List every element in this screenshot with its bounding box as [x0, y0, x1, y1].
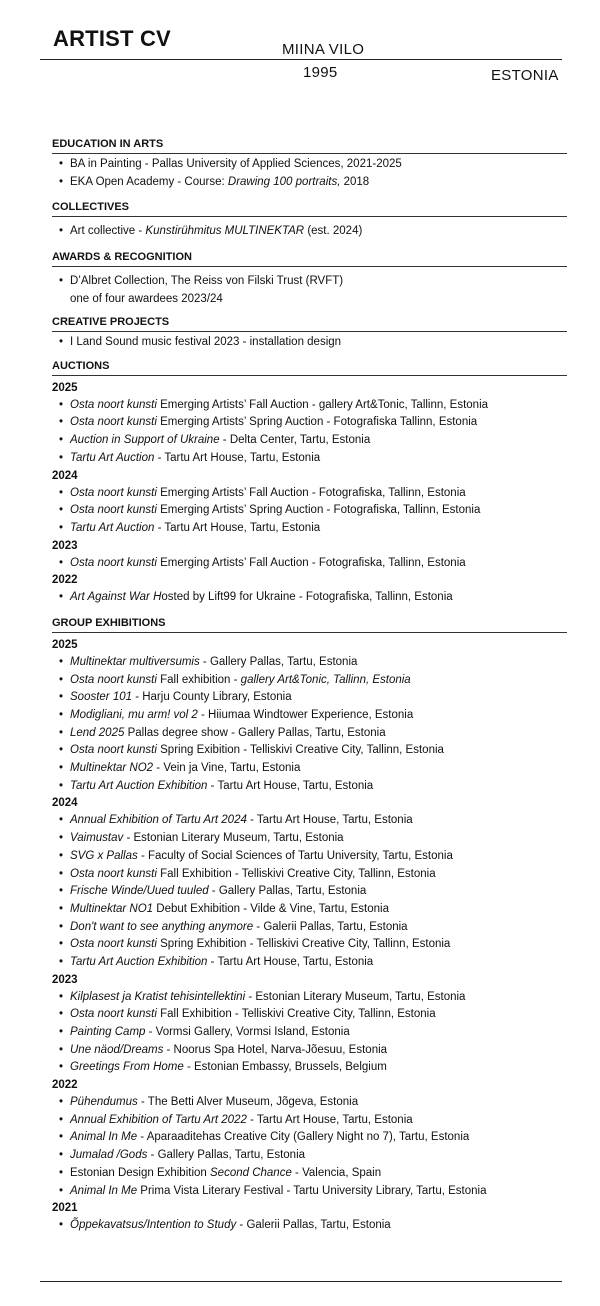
list-item: • Osta noort kunsti Emerging Artists’ Fall Auction - Fotografiska, Tallinn, Estonia [52, 555, 567, 573]
section-awards [52, 249, 567, 308]
year-label: 2024 [52, 797, 78, 810]
auctions-year-2023 [52, 538, 567, 573]
list-item: • Multinektar NO1 Debut Exhibition - Vilde & Vine, Tartu, Estonia [52, 901, 567, 919]
section-creative-projects [52, 314, 567, 352]
artist-name: MIINA VILO [282, 41, 365, 58]
list-item: • Vaimustav - Estonian Literary Museum, Tartu, Estonia [52, 830, 567, 848]
list-item: • Osta noort kunsti Spring Exhibition - Telliskivi Creative City, Tallinn, Estonia [52, 936, 567, 954]
cv-body [52, 136, 567, 1235]
list-item: • Osta noort kunsti Emerging Artists’ Fall Auction - gallery Art&Tonic, Tallinn, Estonia [52, 397, 567, 415]
collectives-list [52, 223, 567, 241]
section-heading: EDUCATION IN ARTS [52, 136, 567, 154]
section-heading: COLLECTIVES [52, 199, 567, 217]
year-label: 2023 [52, 539, 78, 552]
list-item: • Tartu Art Auction Exhibition - Tartu Art House, Tartu, Estonia [52, 954, 567, 972]
awards-list [52, 273, 567, 308]
list-item: • Osta noort kunsti Spring Exibition - Telliskivi Creative City, Tallinn, Estonia [52, 742, 567, 760]
section-heading: AUCTIONS [52, 358, 567, 376]
exhibitions-year-2024 [52, 795, 567, 971]
year-label: 2022 [52, 1079, 78, 1092]
section-education [52, 136, 567, 191]
section-collectives [52, 199, 567, 241]
year-label: 2025 [52, 381, 78, 394]
list-item: • Painting Camp - Vormsi Gallery, Vormsi Island, Estonia [52, 1024, 567, 1042]
auctions-year-2025 [52, 380, 567, 468]
bottom-divider [40, 1281, 562, 1282]
list-item: • Tartu Art Auction - Tartu Art House, Tartu, Estonia [52, 520, 567, 538]
list-item: • Tartu Art Auction Exhibition - Tartu Art House, Tartu, Estonia [52, 778, 567, 796]
list-item: • Osta noort kunsti Fall Exhibition - Telliskivi Creative City, Tallinn, Estonia [52, 866, 567, 884]
year-label: 2024 [52, 469, 78, 482]
list-item: • Osta noort kunsti Fall Exhibition - Telliskivi Creative City, Tallinn, Estonia [52, 1006, 567, 1024]
list-item: • Osta noort kunsti Emerging Artists’ Spring Auction - Fotografiska, Tallinn, Estonia [52, 502, 567, 520]
list-item: • Auction in Support of Ukraine - Delta Center, Tartu, Estonia [52, 432, 567, 450]
projects-list [52, 334, 567, 352]
year-label: 2022 [52, 574, 78, 587]
list-item: • Estonian Design Exhibition Second Chance - Valencia, Spain [52, 1165, 567, 1183]
list-item: • Kilplasest ja Kratist tehisintellektini - Estonian Literary Museum, Tartu, Estonia [52, 989, 567, 1007]
list-item: • SVG x Pallas - Faculty of Social Sciences of Tartu University, Tartu, Estonia [52, 848, 567, 866]
list-item: • I Land Sound music festival 2023 - installation design [52, 334, 567, 352]
list-item: • Annual Exhibition of Tartu Art 2024 - Tartu Art House, Tartu, Estonia [52, 812, 567, 830]
list-item: • Pühendumus - The Betti Alver Museum, Jõgeva, Estonia [52, 1094, 567, 1112]
auctions-year-2022 [52, 572, 567, 607]
list-item: • Sooster 101 - Harju County Library, Estonia [52, 689, 567, 707]
list-item: • Osta noort kunsti Emerging Artists’ Fall Auction - Fotografiska, Tallinn, Estonia [52, 485, 567, 503]
year-label: 2023 [52, 973, 78, 986]
list-item: • Animal In Me Prima Vista Literary Festival - Tartu University Library, Tartu, Estonia [52, 1183, 567, 1201]
auctions-year-2024 [52, 468, 567, 538]
section-heading: AWARDS & RECOGNITION [52, 249, 567, 267]
section-auctions [52, 358, 567, 607]
list-item: • BA in Painting - Pallas University of Applied Sciences, 2021-2025 [52, 156, 567, 174]
list-item: • Tartu Art Auction - Tartu Art House, Tartu, Estonia [52, 450, 567, 468]
list-item: • Une näod/Dreams - Noorus Spa Hotel, Narva-Jõesuu, Estonia [52, 1042, 567, 1060]
section-heading: GROUP EXHIBITIONS [52, 615, 567, 633]
list-item: • Osta noort kunsti Fall exhibition - gallery Art&Tonic, Tallinn, Estonia [52, 672, 567, 690]
exhibitions-year-2023 [52, 972, 567, 1077]
list-item: • Jumalad /Gods - Gallery Pallas, Tartu, Estonia [52, 1147, 567, 1165]
education-list [52, 156, 567, 191]
cv-title: ARTIST CV [53, 26, 171, 51]
artist-country: ESTONIA [491, 67, 559, 84]
list-item: • Annual Exhibition of Tartu Art 2022 - Tartu Art House, Tartu, Estonia [52, 1112, 567, 1130]
list-item: • Multinektar NO2 - Vein ja Vine, Tartu, Estonia [52, 760, 567, 778]
exhibitions-year-2022 [52, 1077, 567, 1200]
list-item: • Lend 2025 Pallas degree show - Gallery Pallas, Tartu, Estonia [52, 725, 567, 743]
list-item: • Animal In Me - Aparaaditehas Creative City (Gallery Night no 7), Tartu, Estonia [52, 1129, 567, 1147]
birth-year: 1995 [303, 64, 338, 81]
section-heading: CREATIVE PROJECTS [52, 314, 567, 332]
exhibitions-year-2025 [52, 637, 567, 796]
year-label: 2021 [52, 1202, 78, 1215]
section-group-exhibitions [52, 615, 567, 1235]
list-item: • Art Against War Hosted by Lift99 for Ukraine - Fotografiska, Tallinn, Estonia [52, 589, 567, 607]
top-divider [40, 59, 562, 60]
list-item: • Greetings From Home - Estonian Embassy, Brussels, Belgium [52, 1059, 567, 1077]
list-item: • Frische Winde/Uued tuuled - Gallery Pallas, Tartu, Estonia [52, 883, 567, 901]
list-item: • Don't want to see anything anymore - Galerii Pallas, Tartu, Estonia [52, 919, 567, 937]
year-label: 2025 [52, 638, 78, 651]
list-item: • Art collective - Kunstirühmitus MULTINEKTAR (est. 2024) [52, 223, 567, 241]
list-item: • EKA Open Academy - Course: Drawing 100 portraits, 2018 [52, 174, 567, 192]
list-item: • D’Albret Collection, The Reiss von Filski Trust (RVFT) one of four awardees 2023/24 [52, 273, 567, 308]
list-item: • Modigliani, mu arm! vol 2 - Hiiumaa Windtower Experience, Estonia [52, 707, 567, 725]
list-item: • Õppekavatsus/Intention to Study - Galerii Pallas, Tartu, Estonia [52, 1217, 567, 1235]
list-item: • Osta noort kunsti Emerging Artists’ Spring Auction - Fotografiska Tallinn, Estonia [52, 414, 567, 432]
exhibitions-year-2021 [52, 1200, 567, 1235]
list-item: • Multinektar multiversumis - Gallery Pallas, Tartu, Estonia [52, 654, 567, 672]
